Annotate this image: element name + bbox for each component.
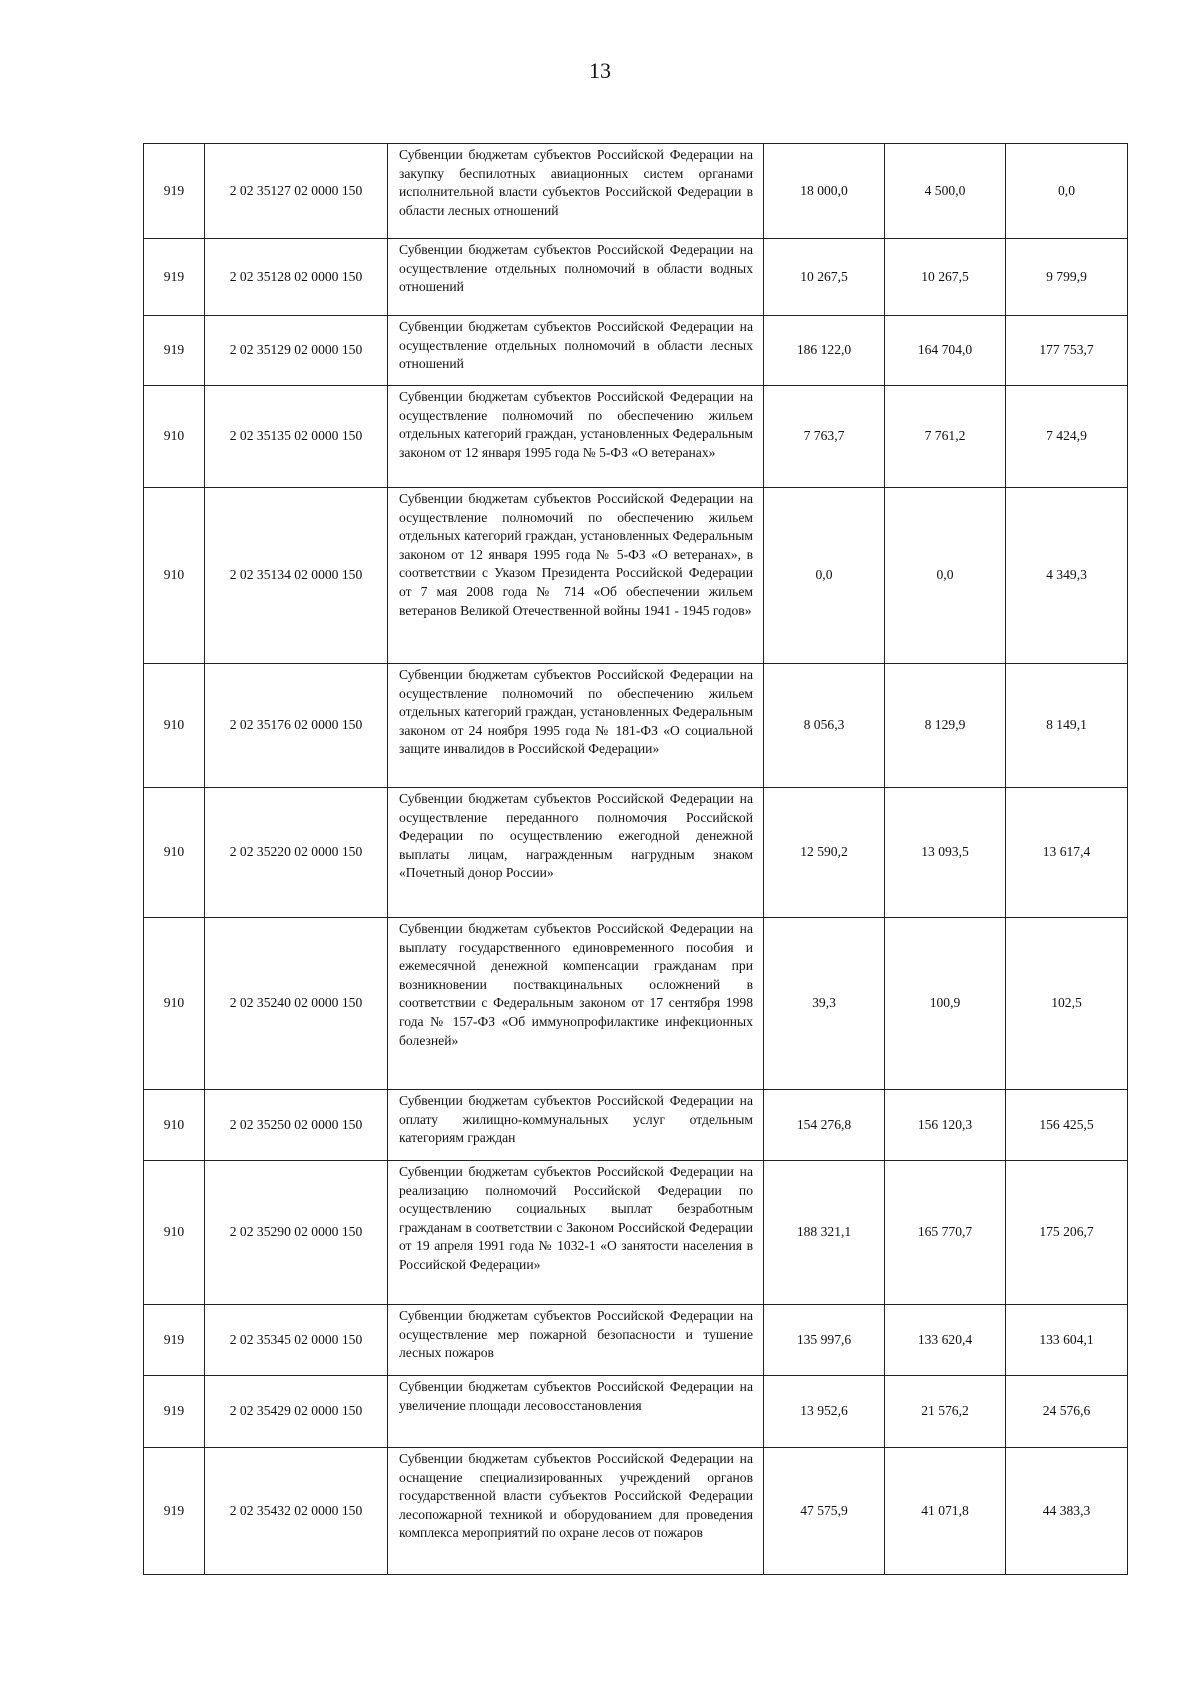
- amount-year-1: 186 122,0: [764, 316, 885, 386]
- budget-code: 2 02 35176 02 0000 150: [205, 664, 388, 788]
- admin-code: 910: [144, 1161, 205, 1305]
- subvention-name: Субвенции бюджетам субъектов Российской Федерации на увеличение площади лесовосстановления: [388, 1376, 764, 1448]
- amount-year-2: 133 620,4: [885, 1305, 1006, 1376]
- budget-code: 2 02 35240 02 0000 150: [205, 918, 388, 1090]
- admin-code: 910: [144, 386, 205, 488]
- budget-table: [143, 143, 1128, 1575]
- amount-year-3: 13 617,4: [1006, 788, 1128, 918]
- amount-year-2: 8 129,9: [885, 664, 1006, 788]
- amount-year-2: 21 576,2: [885, 1376, 1006, 1448]
- table-row: [144, 1305, 1128, 1376]
- table-row: [144, 788, 1128, 918]
- amount-year-3: 102,5: [1006, 918, 1128, 1090]
- page-number: 13: [589, 58, 611, 83]
- subvention-name: Субвенции бюджетам субъектов Российской Федерации на осуществление полномочий по обеспечению жильем отдельных категорий граждан, установленных Федеральным законом от 12 января 1995 года № 5-ФЗ «О ветеранах»: [388, 386, 764, 488]
- budget-code: 2 02 35290 02 0000 150: [205, 1161, 388, 1305]
- table-row: [144, 664, 1128, 788]
- amount-year-2: 0,0: [885, 488, 1006, 664]
- amount-year-3: 4 349,3: [1006, 488, 1128, 664]
- budget-code: 2 02 35432 02 0000 150: [205, 1448, 388, 1575]
- admin-code: 919: [144, 1376, 205, 1448]
- admin-code: 919: [144, 239, 205, 316]
- amount-year-3: 8 149,1: [1006, 664, 1128, 788]
- amount-year-1: 12 590,2: [764, 788, 885, 918]
- table-row: [144, 488, 1128, 664]
- table-row: [144, 316, 1128, 386]
- table-row: [144, 1161, 1128, 1305]
- amount-year-2: 156 120,3: [885, 1090, 1006, 1161]
- amount-year-1: 135 997,6: [764, 1305, 885, 1376]
- amount-year-1: 39,3: [764, 918, 885, 1090]
- admin-code: 910: [144, 664, 205, 788]
- subvention-name: Субвенции бюджетам субъектов Российской Федерации на выплату государственного единовременного пособия и ежемесячной денежной компенсации гражданам при возникновении поствакцинальных осложнений в соответствии с Федеральным законом от 17 сентября 1998 года № 157-ФЗ «Об иммунопрофилактике инфекционных болезней»: [388, 918, 764, 1090]
- subvention-name: Субвенции бюджетам субъектов Российской Федерации на реализацию полномочий Российской Федерации по осуществлению социальных выплат безработным гражданам в соответствии с Законом Российской Федерации от 19 апреля 1991 года № 1032-1 «О занятости населения в Российской Федерации»: [388, 1161, 764, 1305]
- amount-year-2: 4 500,0: [885, 144, 1006, 239]
- amount-year-1: 18 000,0: [764, 144, 885, 239]
- subvention-name: Субвенции бюджетам субъектов Российской Федерации на осуществление отдельных полномочий в области лесных отношений: [388, 316, 764, 386]
- amount-year-2: 41 071,8: [885, 1448, 1006, 1575]
- admin-code: 919: [144, 1305, 205, 1376]
- budget-code: 2 02 35129 02 0000 150: [205, 316, 388, 386]
- admin-code: 910: [144, 1090, 205, 1161]
- amount-year-1: 13 952,6: [764, 1376, 885, 1448]
- table-row: [144, 1376, 1128, 1448]
- amount-year-2: 165 770,7: [885, 1161, 1006, 1305]
- subvention-name: Субвенции бюджетам субъектов Российской Федерации на оплату жилищно-коммунальных услуг отдельным категориям граждан: [388, 1090, 764, 1161]
- amount-year-1: 10 267,5: [764, 239, 885, 316]
- admin-code: 910: [144, 918, 205, 1090]
- subvention-name: Субвенции бюджетам субъектов Российской Федерации на осуществление мер пожарной безопасности и тушение лесных пожаров: [388, 1305, 764, 1376]
- amount-year-3: 177 753,7: [1006, 316, 1128, 386]
- budget-code: 2 02 35128 02 0000 150: [205, 239, 388, 316]
- table-row: [144, 918, 1128, 1090]
- subvention-name: Субвенции бюджетам субъектов Российской Федерации на оснащение специализированных учреждений органов государственной власти субъектов Российской Федерации лесопожарной техникой и оборудованием для проведения комплекса мероприятий по охране лесов от пожаров: [388, 1448, 764, 1575]
- amount-year-3: 7 424,9: [1006, 386, 1128, 488]
- admin-code: 919: [144, 144, 205, 239]
- amount-year-3: 175 206,7: [1006, 1161, 1128, 1305]
- amount-year-2: 164 704,0: [885, 316, 1006, 386]
- budget-code: 2 02 35345 02 0000 150: [205, 1305, 388, 1376]
- amount-year-2: 10 267,5: [885, 239, 1006, 316]
- amount-year-1: 188 321,1: [764, 1161, 885, 1305]
- subvention-name: Субвенции бюджетам субъектов Российской Федерации на закупку беспилотных авиационных систем органами исполнительной власти субъектов Российской Федерации в области лесных отношений: [388, 144, 764, 239]
- amount-year-1: 47 575,9: [764, 1448, 885, 1575]
- amount-year-3: 156 425,5: [1006, 1090, 1128, 1161]
- amount-year-3: 44 383,3: [1006, 1448, 1128, 1575]
- admin-code: 910: [144, 788, 205, 918]
- amount-year-1: 8 056,3: [764, 664, 885, 788]
- amount-year-2: 13 093,5: [885, 788, 1006, 918]
- table-row: [144, 1448, 1128, 1575]
- subvention-name: Субвенции бюджетам субъектов Российской Федерации на осуществление отдельных полномочий в области водных отношений: [388, 239, 764, 316]
- subvention-name: Субвенции бюджетам субъектов Российской Федерации на осуществление полномочий по обеспечению жильем отдельных категорий граждан, установленных Федеральным законом от 24 ноября 1995 года № 181-ФЗ «О социальной защите инвалидов в Российской Федерации»: [388, 664, 764, 788]
- amount-year-3: 133 604,1: [1006, 1305, 1128, 1376]
- budget-code: 2 02 35135 02 0000 150: [205, 386, 388, 488]
- subvention-name: Субвенции бюджетам субъектов Российской Федерации на осуществление переданного полномочия Российской Федерации по осуществлению ежегодной денежной выплаты лицам, награжденным нагрудным знаком «Почетный донор России»: [388, 788, 764, 918]
- table-row: [144, 1090, 1128, 1161]
- budget-code: 2 02 35250 02 0000 150: [205, 1090, 388, 1161]
- amount-year-2: 7 761,2: [885, 386, 1006, 488]
- budget-code: 2 02 35429 02 0000 150: [205, 1376, 388, 1448]
- amount-year-3: 9 799,9: [1006, 239, 1128, 316]
- amount-year-1: 7 763,7: [764, 386, 885, 488]
- table-row: [144, 386, 1128, 488]
- amount-year-2: 100,9: [885, 918, 1006, 1090]
- budget-code: 2 02 35134 02 0000 150: [205, 488, 388, 664]
- amount-year-3: 0,0: [1006, 144, 1128, 239]
- admin-code: 910: [144, 488, 205, 664]
- table-row: [144, 144, 1128, 239]
- budget-code: 2 02 35127 02 0000 150: [205, 144, 388, 239]
- admin-code: 919: [144, 1448, 205, 1575]
- admin-code: 919: [144, 316, 205, 386]
- table-row: [144, 239, 1128, 316]
- amount-year-1: 154 276,8: [764, 1090, 885, 1161]
- subvention-name: Субвенции бюджетам субъектов Российской Федерации на осуществление полномочий по обеспечению жильем отдельных категорий граждан, установленных Федеральным законом от 12 января 1995 года № 5-ФЗ «О ветеранах», в соответствии с Указом Президента Российской Федерации от 7 мая 2008 года № 714 «Об обеспечении жильем ветеранов Великой Отечественной войны 1941 - 1945 годов»: [388, 488, 764, 664]
- amount-year-3: 24 576,6: [1006, 1376, 1128, 1448]
- amount-year-1: 0,0: [764, 488, 885, 664]
- budget-code: 2 02 35220 02 0000 150: [205, 788, 388, 918]
